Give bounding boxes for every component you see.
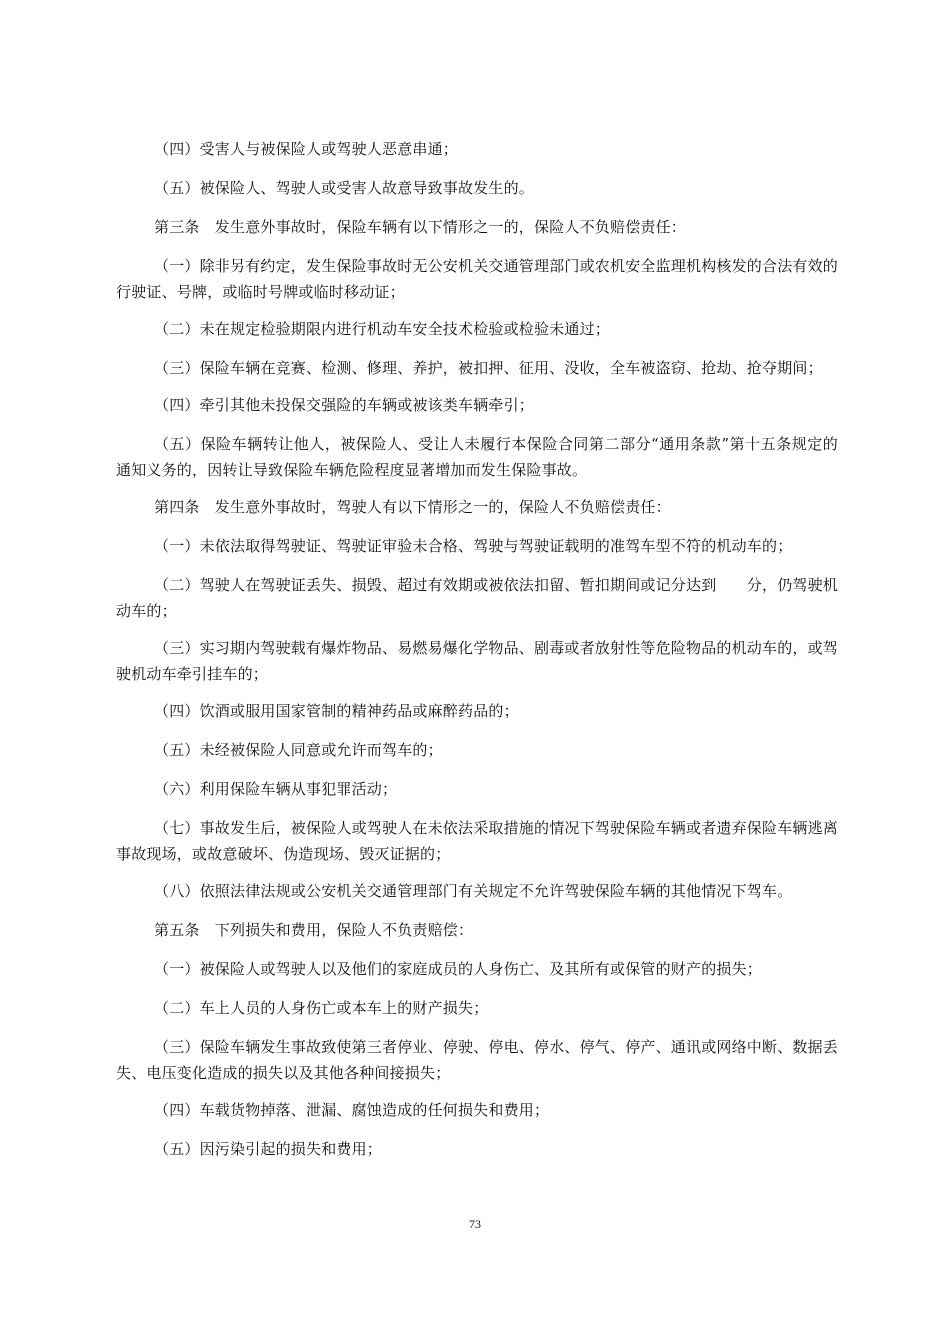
clause-item: （一）未依法取得驾驶证、驾驶证审验未合格、驾驶与驾驶证载明的准驾车型不符的机动车的；: [154, 537, 793, 555]
clause-item: （五）被保险人、驾驶人或受害人故意导致事故发生的。: [154, 179, 535, 197]
clause-item: （二）车上人员的人身伤亡或本车上的财产损失；: [154, 999, 489, 1017]
clause-item: （五）未经被保险人同意或允许而驾车的；: [154, 741, 443, 759]
article-heading: 第三条 发生意外事故时，保险车辆有以下情形之一的，保险人不负赔偿责任：: [154, 218, 687, 236]
clause-item: （五）保险车辆转让他人，被保险人、受让人未履行本保险合同第二部分“通用条款”第十五条规定的通知义务的，因转让导致保险车辆危险程度显著增加而发生保险事故。: [116, 435, 838, 479]
clause-item: （一）被保险人或驾驶人以及他们的家庭成员的人身伤亡、及其所有或保管的财产的损失；: [154, 960, 763, 978]
clause-item: （四）饮酒或服用国家管制的精神药品或麻醉药品的；: [154, 702, 519, 720]
article-heading: 第四条 发生意外事故时，驾驶人有以下情形之一的，保险人不负赔偿责任：: [154, 498, 671, 516]
clause-item: （四）牵引其他未投保交强险的车辆或被该类车辆牵引；: [154, 396, 535, 414]
clause-item: （三）实习期内驾驶载有爆炸物品、易燃易爆化学物品、剧毒或者放射性等危险物品的机动车的，或驾驶机动车牵引挂车的；: [116, 639, 839, 683]
clause-item: （七）事故发生后，被保险人或驾驶人在未依法采取措施的情况下驾驶保险车辆或者遗弃保险车辆逃离事故现场，或故意破坏、伪造现场、毁灭证据的；: [116, 819, 839, 863]
page-body: [116, 136, 838, 1175]
clause-item: （五）因污染引起的损失和费用；: [154, 1140, 383, 1158]
clause-item: （二）驾驶人在驾驶证丢失、损毁、超过有效期或被依法扣留、暂扣期间或记分达到 分，仍驾驶机动车的；: [116, 576, 839, 620]
clause-item: （八）依照法律法规或公安机关交通管理部门有关规定不允许驾驶保险车辆的其他情况下驾车。: [154, 882, 793, 900]
clause-item: （三）保险车辆发生事故致使第三者停业、停驶、停电、停水、停气、停产、通讯或网络中断、数据丢失、电压变化造成的损失以及其他各种间接损失；: [116, 1038, 839, 1082]
clause-item: （四）车载货物掉落、泄漏、腐蚀造成的任何损失和费用；: [154, 1101, 550, 1119]
clause-item: （三）保险车辆在竞赛、检测、修理、养护，被扣押、征用、没收，全车被盗窃、抢劫、抢夺期间；: [154, 359, 823, 377]
clause-item: （一）除非另有约定，发生保险事故时无公安机关交通管理部门或农机安全监理机构核发的合法有效的行驶证、号牌，或临时号牌或临时移动证；: [116, 257, 839, 301]
clause-item: （四）受害人与被保险人或驾驶人恶意串通；: [154, 140, 459, 158]
clause-item: （二）未在规定检验期限内进行机动车安全技术检验或检验未通过；: [154, 320, 611, 338]
clause-item: （六）利用保险车辆从事犯罪活动；: [154, 780, 398, 798]
page-number: 73: [469, 1217, 481, 1231]
article-heading: 第五条 下列损失和费用，保险人不负责赔偿：: [154, 921, 474, 939]
